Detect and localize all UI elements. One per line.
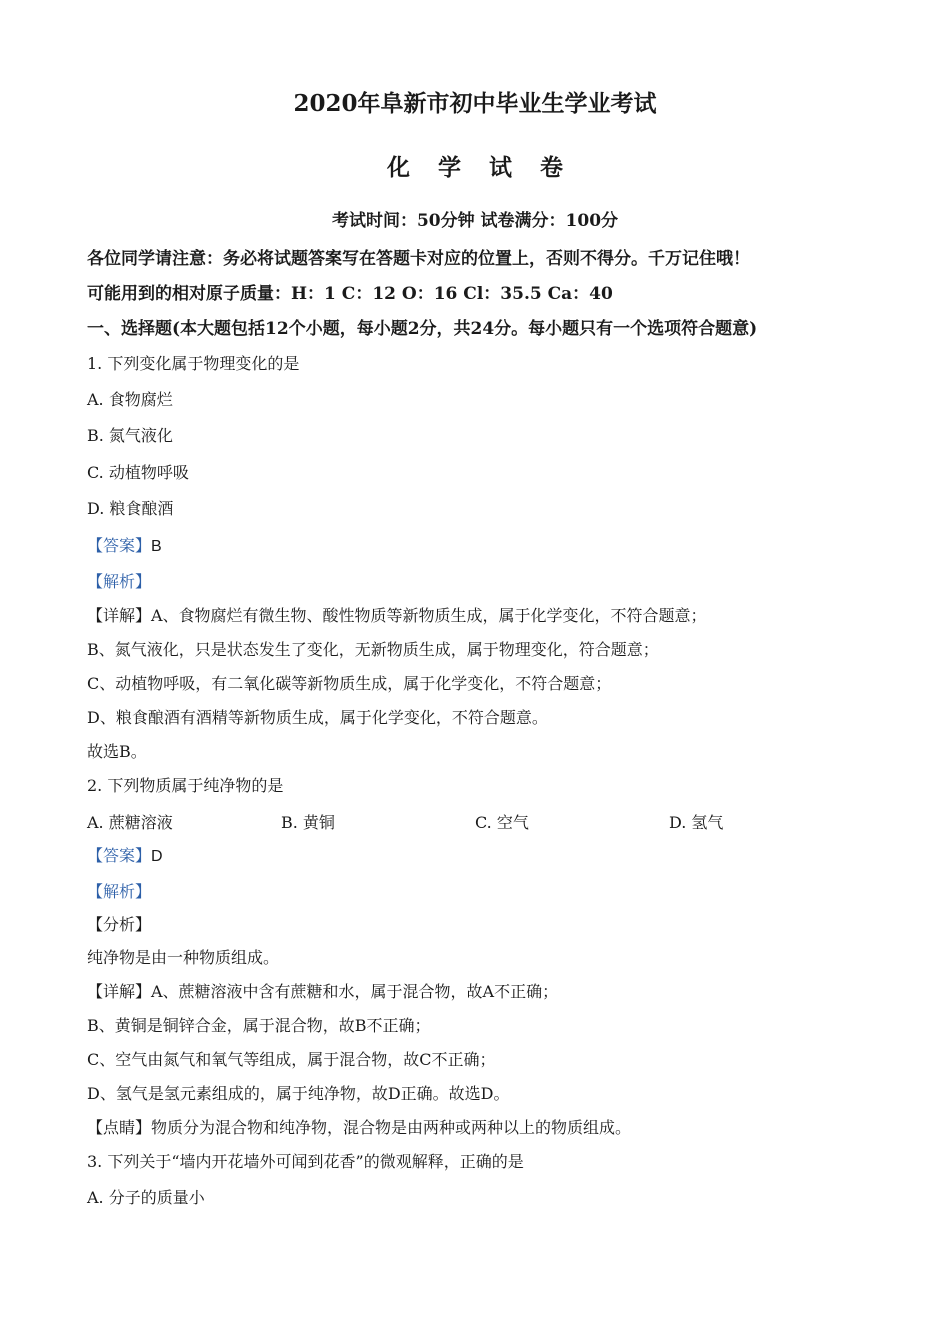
option-a: A. 食物腐烂 <box>87 390 173 409</box>
question-stem: 3. 下列关于“墙内开花墙外可闻到花香”的微观解释，正确的是 <box>87 1152 524 1171</box>
answer-value: B <box>151 538 162 555</box>
option-b: B. 黄铜 <box>281 813 335 832</box>
detail-line: 【点睛】物质分为混合物和纯净物，混合物是由两种或两种以上的物质组成。 <box>87 1118 632 1137</box>
option-d: D. 氢气 <box>669 813 724 832</box>
question-stem: 2. 下列物质属于纯净物的是 <box>87 776 284 795</box>
detail-line: 【详解】A、蔗糖溶液中含有蔗糖和水，属于混合物，故A不正确； <box>87 982 559 1001</box>
atomic-masses: 可能用到的相对原子质量：H：1 C：12 O：16 Cl：35.5 Ca：40 <box>87 284 613 304</box>
option-d: D. 粮食酿酒 <box>87 499 174 518</box>
analysis-tag: 【解析】 <box>87 882 152 901</box>
detail-line: 【详解】A、食物腐烂有微生物、酸性物质等新物质生成，属于化学变化，不符合题意； <box>87 606 707 625</box>
option-a: A. 蔗糖溶液 <box>87 813 173 832</box>
detail-line: 【分析】 <box>87 915 152 934</box>
answer-line <box>87 845 163 868</box>
detail-line: B、氮气液化，只是状态发生了变化，无新物质生成，属于物理变化，符合题意； <box>87 640 659 659</box>
answer-line <box>87 535 162 558</box>
option-a: A. 分子的质量小 <box>87 1188 205 1207</box>
subject-title: 化学试卷 <box>387 154 591 181</box>
detail-line: D、粮食酿酒有酒精等新物质生成，属于化学变化，不符合题意。 <box>87 708 548 727</box>
detail-line: C、空气由氮气和氧气等组成，属于混合物，故C不正确； <box>87 1050 496 1069</box>
question-stem: 1. 下列变化属于物理变化的是 <box>87 354 300 373</box>
option-b: B. 氮气液化 <box>87 426 173 445</box>
detail-line: 纯净物是由一种物质组成。 <box>87 948 280 967</box>
detail-line: D、氢气是氢元素组成的，属于纯净物，故D正确。故选D。 <box>87 1084 510 1103</box>
answer-tag: 【答案】 <box>87 536 152 555</box>
detail-line: 故选B。 <box>87 742 147 761</box>
option-c: C. 动植物呼吸 <box>87 463 189 482</box>
answer-value: D <box>151 848 163 865</box>
detail-line: B、黄铜是铜锌合金，属于混合物，故B不正确； <box>87 1016 431 1035</box>
exam-info: 考试时间：50分钟 试卷满分：100分 <box>331 211 619 231</box>
section-heading: 一、选择题(本大题包括12个小题，每小题2分，共24分。每小题只有一个选项符合题意) <box>87 319 758 339</box>
answer-tag: 【答案】 <box>87 846 152 865</box>
exam-title: 2020年阜新市初中毕业生学业考试 <box>293 90 657 117</box>
notice: 各位同学请注意：务必将试题答案写在答题卡对应的位置上，否则不得分。千万记住哦！ <box>87 249 750 269</box>
detail-line: C、动植物呼吸，有二氧化碳等新物质生成，属于化学变化，不符合题意； <box>87 674 612 693</box>
analysis-tag: 【解析】 <box>87 572 152 591</box>
option-c: C. 空气 <box>475 813 529 832</box>
